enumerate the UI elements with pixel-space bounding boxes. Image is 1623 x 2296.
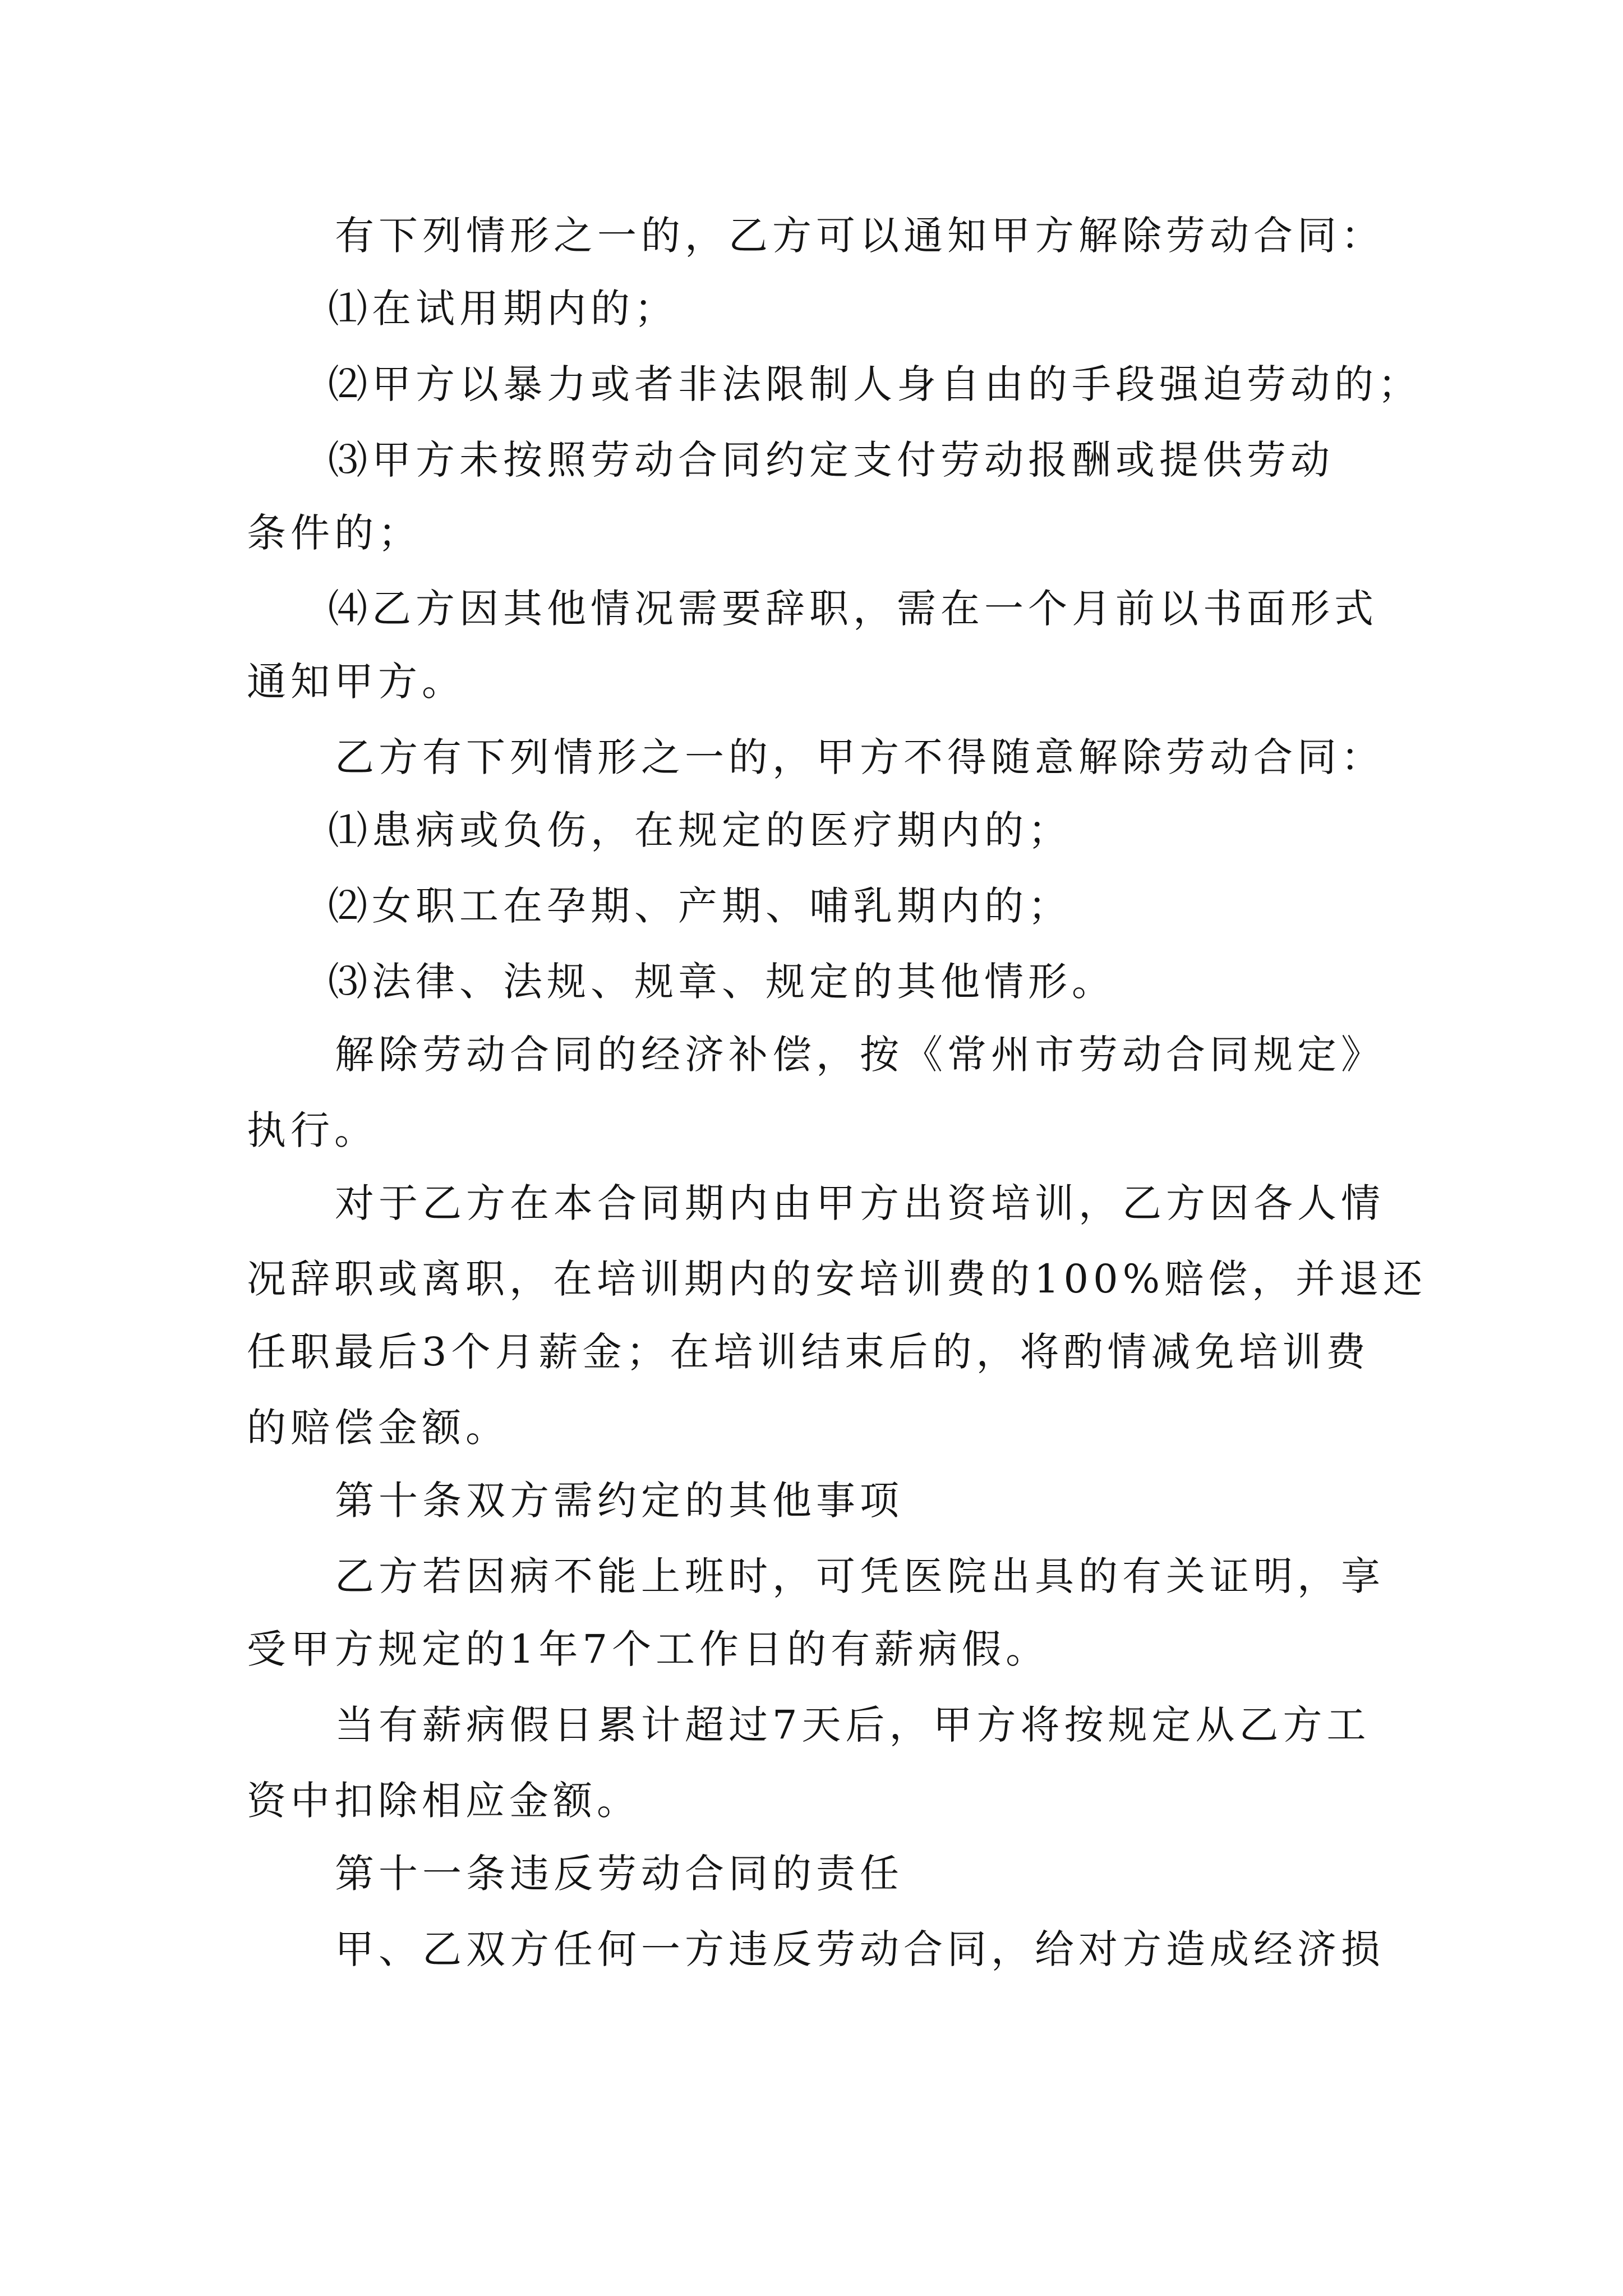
list-item-resignation-cont: 通知甲方。 bbox=[247, 659, 465, 705]
list-item-resignation: ⑷乙方因其他情况需要辞职，需在一个月前以书面形式 bbox=[328, 586, 1378, 632]
list-item-unpaid-remuneration-cont: 条件的； bbox=[247, 510, 422, 556]
paragraph-breach-liability: 甲、乙双方任何一方违反劳动合同，给对方造成经济损 bbox=[335, 1926, 1385, 1972]
list-item-pregnancy: ⑵女职工在孕期、产期、哺乳期内的； bbox=[328, 883, 1072, 929]
paragraph-training: 对于乙方在本合同期内由甲方出资培训，乙方因各人情 bbox=[335, 1180, 1385, 1226]
paragraph-compensation-cont: 执行。 bbox=[247, 1107, 378, 1153]
section-heading-article-10: 第十条双方需约定的其他事项 bbox=[335, 1478, 903, 1524]
paragraph-sick-leave: 乙方若因病不能上班时，可凭医院出具的有关证明，享 bbox=[335, 1553, 1385, 1599]
paragraph-training-line-2: 况辞职或离职，在培训期内的安培训费的100%赔偿，并退还 bbox=[247, 1256, 1427, 1302]
paragraph-training-line-3: 任职最后3个月薪金；在培训结束后的，将酌情减免培训费 bbox=[247, 1329, 1370, 1375]
paragraph-training-line-4: 的赔偿金额。 bbox=[247, 1405, 509, 1451]
list-item-other-cases: ⑶法律、法规、规章、规定的其他情形。 bbox=[328, 959, 1115, 1005]
list-item-probation: ⑴在试用期内的； bbox=[328, 286, 678, 332]
list-item-forced-labor: ⑵甲方以暴力或者非法限制人身自由的手段强迫劳动的； bbox=[328, 361, 1422, 407]
list-item-illness: ⑴患病或负伤，在规定的医疗期内的； bbox=[328, 807, 1072, 853]
paragraph-sick-leave-cont: 受甲方规定的1年7个工作日的有薪病假。 bbox=[247, 1626, 1050, 1672]
paragraph-sick-leave-deduction-cont: 资中扣除相应金额。 bbox=[247, 1778, 640, 1824]
section-heading-article-11: 第十一条违反劳动合同的责任 bbox=[335, 1851, 903, 1897]
paragraph-termination-by-employee-heading: 有下列情形之一的，乙方可以通知甲方解除劳动合同： bbox=[335, 213, 1385, 259]
paragraph-no-termination-heading: 乙方有下列情形之一的，甲方不得随意解除劳动合同： bbox=[335, 734, 1385, 780]
list-item-unpaid-remuneration: ⑶甲方未按照劳动合同约定支付劳动报酬或提供劳动 bbox=[328, 437, 1334, 483]
paragraph-sick-leave-deduction: 当有薪病假日累计超过7天后，甲方将按规定从乙方工 bbox=[335, 1702, 1371, 1748]
paragraph-compensation: 解除劳动合同的经济补偿，按《常州市劳动合同规定》 bbox=[335, 1032, 1385, 1078]
